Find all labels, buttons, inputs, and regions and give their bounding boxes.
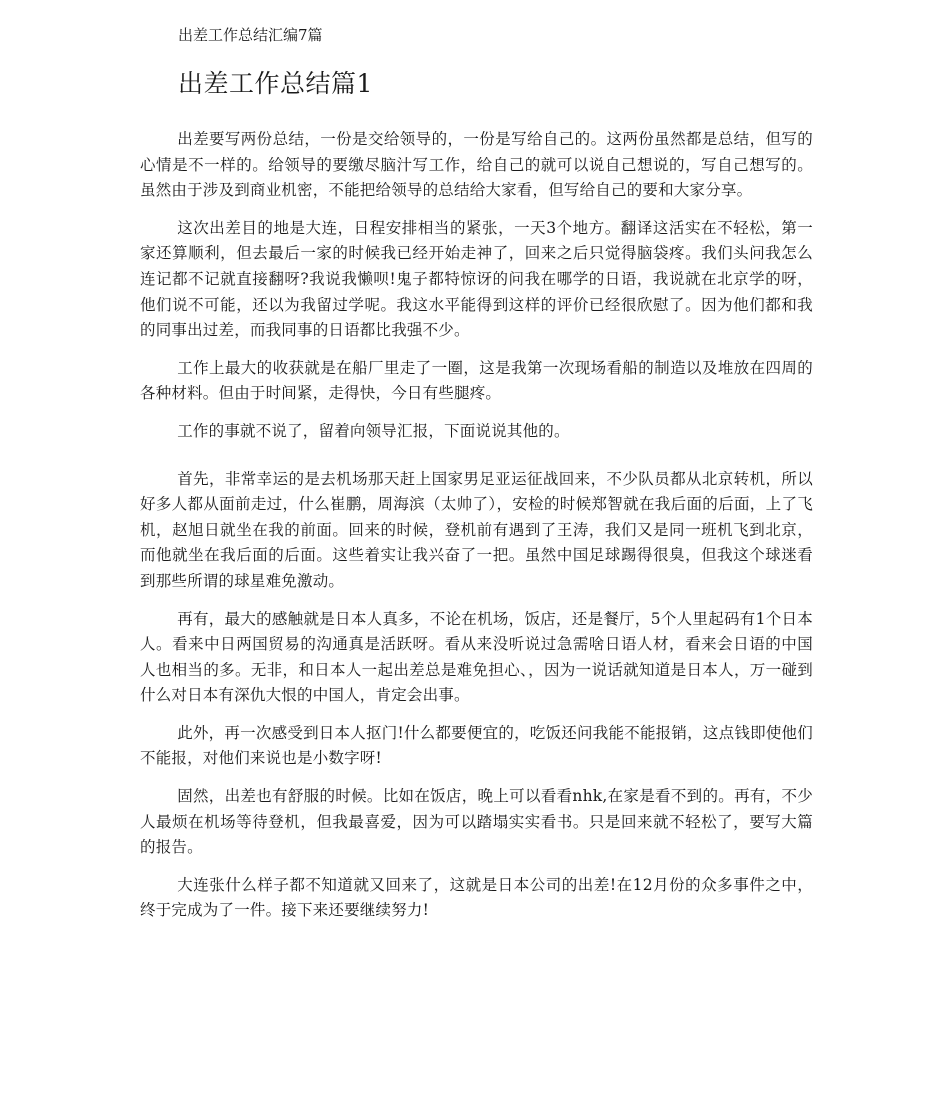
paragraph: 这次出差目的地是大连，日程安排相当的紧张，一天3个地方。翻译这活实在不轻松，第一家还算顺利，但去最后一家的时候我已经开始走神了，回来之后只觉得脑袋疼。我们头问我怎么连记都不记就直接翻呀?我说我懒呗!鬼子都特惊讶的问我在哪学的日语，我说就在北京学的呀，他们说不可能，还以为我留过学呢。我这水平能得到这样的评价已经很欣慰了。因为他们都和我的同事出过差，而我同事的日语都比我强不少。	[140, 218, 813, 340]
document-body	[140, 127, 813, 924]
paragraph: 首先，非常幸运的是去机场那天赶上国家男足亚运征战回来，不少队员都从北京转机，所以好多人都从面前走过，什么崔鹏，周海滨（太帅了），安检的时候郑智就在我后面的后面，上了飞机，赵旭日就坐在我的前面。回来的时候，登机前有遇到了王涛，我们又是同一班机飞到北京，而他就坐在我后面的后面。这些着实让我兴奋了一把。虽然中国足球踢得很臭，但我这个球迷看到那些所谓的球星难免激动。	[140, 469, 813, 590]
paragraph: 大连张什么样子都不知道就又回来了，这就是日本公司的出差!在12月份的众多事件之中，终于完成为了一件。接下来还要继续努力!	[140, 875, 813, 920]
document-header: 出差工作总结汇编7篇	[178, 26, 323, 44]
paragraph: 此外，再一次感受到日本人抠门!什么都要便宜的，吃饭还问我能不能报销，这点钱即使他们不能报，对他们来说也是小数字呀!	[140, 723, 813, 768]
paragraph: 再有，最大的感触就是日本人真多，不论在机场，饭店，还是餐厅，5个人里起码有1个日本人。看来中日两国贸易的沟通真是活跃呀。看从来没听说过急需啥日语人材，看来会日语的中国人也相当的多。无非，和日本人一起出差总是难免担心、，因为一说话就知道是日本人，万一碰到什么对日本有深仇大恨的中国人，肯定会出事。	[140, 609, 813, 705]
document-page	[140, 22, 813, 924]
document-title: 出差工作总结篇1	[178, 69, 373, 98]
paragraph: 工作的事就不说了，留着向领导汇报，下面说说其他的。	[177, 421, 570, 440]
paragraph: 工作上最大的收获就是在船厂里走了一圈，这是我第一次现场看船的制造以及堆放在四周的各种材料。但由于时间紧，走得快，今日有些腿疼。	[140, 358, 813, 403]
paragraph: 固然，出差也有舒服的时候。比如在饭店，晚上可以看看nhk,在家是看不到的。再有，不少人最烦在机场等待登机，但我最喜爱，因为可以踏塌实实看书。只是回来就不轻松了，要写大篇的报告。	[140, 787, 813, 857]
paragraph: 出差要写两份总结，一份是交给领导的，一份是写给自己的。这两份虽然都是总结，但写的心情是不一样的。给领导的要缴尽脑汁写工作，给自己的就可以说自己想说的，写自己想写的。虽然由于涉及到商业机密，不能把给领导的总结给大家看，但写给自己的要和大家分享。	[140, 130, 813, 200]
